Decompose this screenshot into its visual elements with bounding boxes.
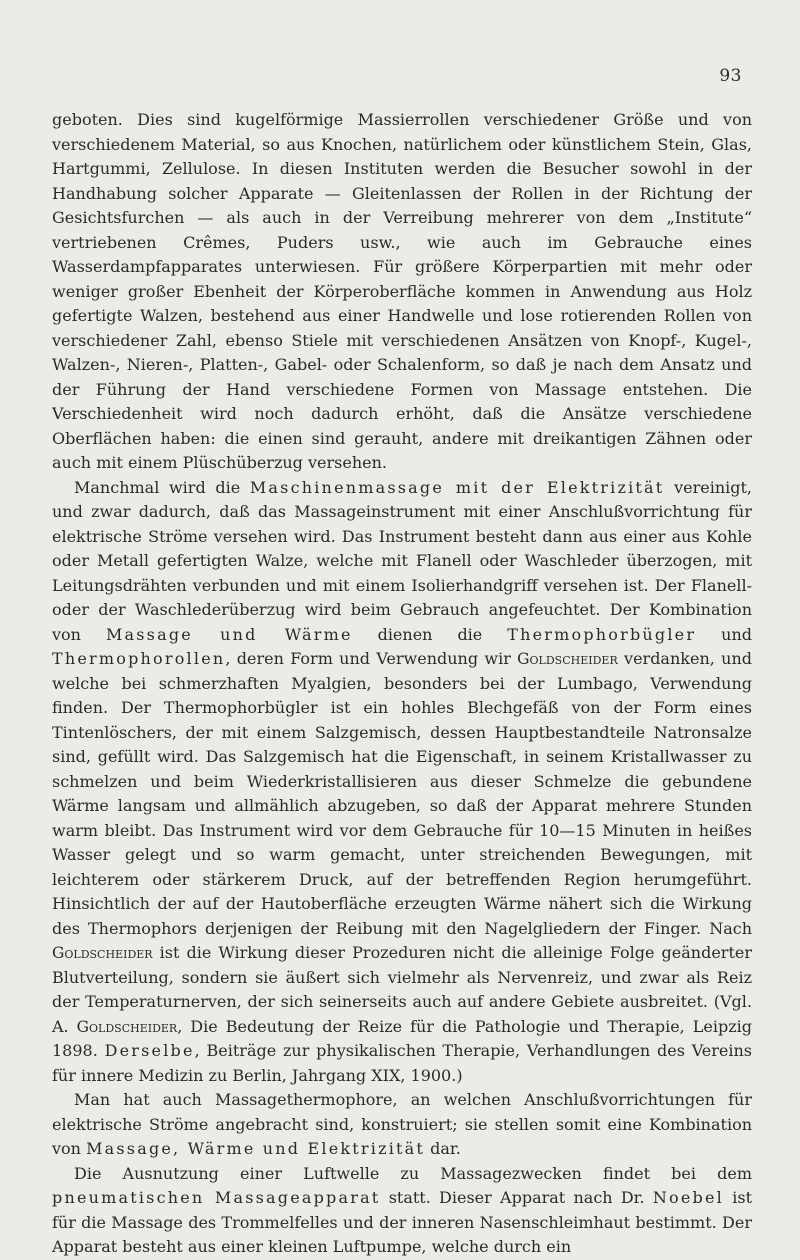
spaced-emphasis: Thermophorbügler (507, 624, 697, 644)
paragraph (52, 1088, 752, 1162)
spaced-emphasis: Noebel (652, 1188, 724, 1207)
spaced-emphasis: Maschinenmassage mit der Elektrizität (249, 477, 665, 497)
author-name: Goldscheider (76, 1017, 178, 1036)
text-run: vereinigt, und zwar dadurch, daß das Massageinstrument mit einer Anschlußvorrichtung für elektrische Ströme versehen wird. Das Instrument besteht dann aus einer aus Kohle oder Metall gefertigten Walze, welche mit Flanell oder Waschleder überzogen, mit Leitungsdrähten verbunden und mit einem Isolierhandgriff versehen ist. Der Flanell- oder der Waschlederüberzug wird beim Gebrauch angefeuchtet. Der Kombination von (52, 477, 752, 644)
text-run: ist die Wirkung dieser Prozeduren nicht die alleinige Folge geänderter Blutverteilung, sondern sie äußert sich vielmehr als Nervenreiz, und zwar als Reiz der Temperaturnerven, der sich seinerseits auch auf andere Gebiete ausbreitet. (Vgl. A. (52, 943, 752, 1036)
text-run: , Die Bedeutung der Reize für die Pathologie und Therapie, Leipzig 1898. (52, 1016, 752, 1060)
body-text (52, 108, 752, 1260)
spaced-emphasis: Massage, Wärme und Elektrizität (86, 1139, 426, 1158)
author-name: Goldscheider (52, 944, 153, 962)
text-run: dar. (425, 1139, 461, 1158)
spaced-emphasis: pneumatischen Massageapparat (52, 1188, 381, 1207)
text-run: Man hat auch Massagethermophore, an welchen Anschlußvorrichtungen für elektrische Ströme angebracht sind, konstruiert; sie stellen somit eine Kombination von (52, 1090, 752, 1158)
text-run: dienen die (352, 624, 508, 644)
paragraph (52, 476, 752, 1089)
text-run: , Beiträge zur physikalischen Therapie, Verhandlungen des Vereins für innere Medizin zu Berlin, Jahrgang XIX, 1900.) (52, 1041, 753, 1085)
paragraph (52, 108, 752, 476)
text-run: statt. Dieser Apparat nach Dr. (380, 1188, 653, 1207)
text-run: Die Ausnutzung einer Luftwelle zu Massagezwecken findet bei dem (74, 1163, 752, 1183)
spaced-emphasis: Thermophorollen (52, 649, 226, 668)
text-run: verdanken, und welche bei schmerzhaften Myalgien, besonders bei der Lumbago, Verwendung finden. Der Thermophorbügler ist ein hohles Blechgefäß von der Form eines Tintenlöschers, der mit einem Salzgemisch, dessen Hauptbestandteile Natronsalze sind, gefüllt wird. Das Salzgemisch hat die Eigenschaft, in seinem Kristallwasser zu schmelzen und beim Wiederkristallisieren aus dieser Schmelze die gebundene Wärme langsam und allmählich abzugeben, so daß der Apparat mehrere Stunden warm bleibt. Das Instrument wird vor dem Gebrauche für 10—15 Minuten in heißes Wasser gelegt und so warm gemacht, unter streichenden Bewegungen, mit leichterem oder stärkerem Druck, auf der betreffenden Region herumgeführt. Hinsichtlich der auf der Hautoberfläche erzeugten Wärme nähert sich die Wirkung des Thermophors derjenigen der Reibung mit den Nagelgliedern der Finger. Nach (52, 649, 752, 938)
spaced-emphasis: Derselbe (104, 1041, 195, 1060)
text-run: ist für die Massage des Trommelfelles und der inneren Nasenschleimhaut bestimmt. Der Apparat besteht aus einer kleinen Luftpumpe, welche durch ein (52, 1188, 752, 1256)
text-run: , deren Form und Verwendung wir (225, 649, 518, 668)
text-run: Manchmal wird die (74, 477, 250, 497)
page-number: 93 (719, 66, 742, 86)
author-name: Goldscheider (517, 650, 618, 668)
text-run: geboten. Dies sind kugelförmige Massierrollen verschiedener Größe und von verschiedenem Material, so aus Knochen, natürlichem oder künstlichem Stein, Glas, Hartgummi, Zellulose. In diesen Instituten werden die Besucher sowohl in der Handhabung solcher Apparate — Gleitenlassen der Rollen in der Richtung der Gesichtsfurchen — als auch in der Verreibung mehrerer von dem „Institute“ vertriebenen Crêmes, Puders usw., wie auch im Gebrauche eines Wasserdampfapparates unterwiesen. Für größere Körperpartien mit mehr oder weniger großer Ebenheit der Körperoberfläche kommen in Anwendung aus Holz gefertigte Walzen, bestehend aus einer Handwelle und lose rotierenden Rollen von verschiedener Zahl, ebenso Stiele mit verschiedenen Ansätzen von Knopf-, Kugel-, Walzen-, Nieren-, Platten-, Gabel- oder Schalenform, so daß je nach dem Ansatz und der Führung der Hand verschiedene Formen von Massage entstehen. Die Verschiedenheit wird noch dadurch erhöht, daß die Ansätze verschiedene Oberflächen haben: die einen sind gerauht, andere mit dreikantigen Zähnen oder auch mit einem Plüschüberzug versehen. (52, 110, 752, 472)
spaced-emphasis: Massage und Wärme (105, 624, 353, 644)
paragraph (52, 1162, 752, 1260)
text-run: und (696, 624, 753, 644)
